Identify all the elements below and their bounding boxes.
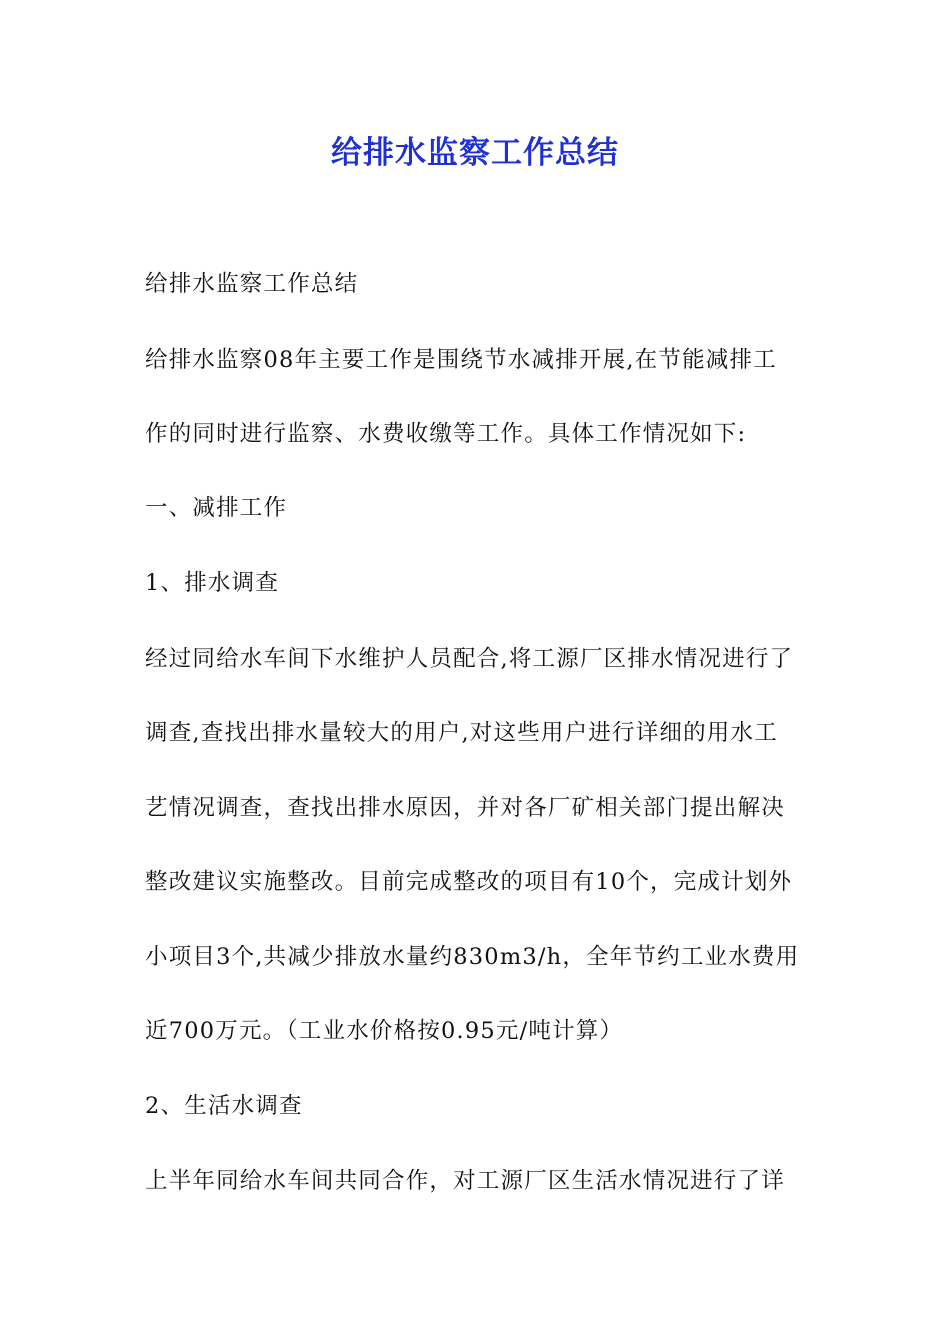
subsection-heading: 2、生活水调查 [145, 1093, 303, 1119]
body-line: 近700万元。（工业水价格按0.95元/吨计算） [145, 1018, 624, 1044]
body-line: 给排水监察08年主要工作是围绕节水减排开展,在节能减排工 [145, 347, 777, 373]
section-heading: 一、减排工作 [145, 495, 288, 521]
body-line: 经过同给水车间下水维护人员配合,将工源厂区排水情况进行了 [145, 646, 794, 672]
body-line: 小项目3个,共减少排放水量约830m3/h，全年节约工业水费用 [145, 944, 800, 970]
body-line: 整改建议实施整改。目前完成整改的项目有10个，完成计划外 [145, 869, 793, 895]
subtitle-line: 给排水监察工作总结 [145, 271, 359, 297]
document-title: 给排水监察工作总结 [331, 135, 619, 171]
body-line: 调查,查找出排水量较大的用户,对这些用户进行详细的用水工 [145, 720, 778, 746]
body-line: 作的同时进行监察、水费收缴等工作。具体工作情况如下: [145, 421, 747, 447]
subsection-heading: 1、排水调查 [145, 570, 280, 596]
body-line: 艺情况调查，查找出排水原因，并对各厂矿相关部门提出解决 [145, 795, 785, 821]
body-line: 上半年同给水车间共同合作，对工源厂区生活水情况进行了详 [145, 1168, 785, 1194]
